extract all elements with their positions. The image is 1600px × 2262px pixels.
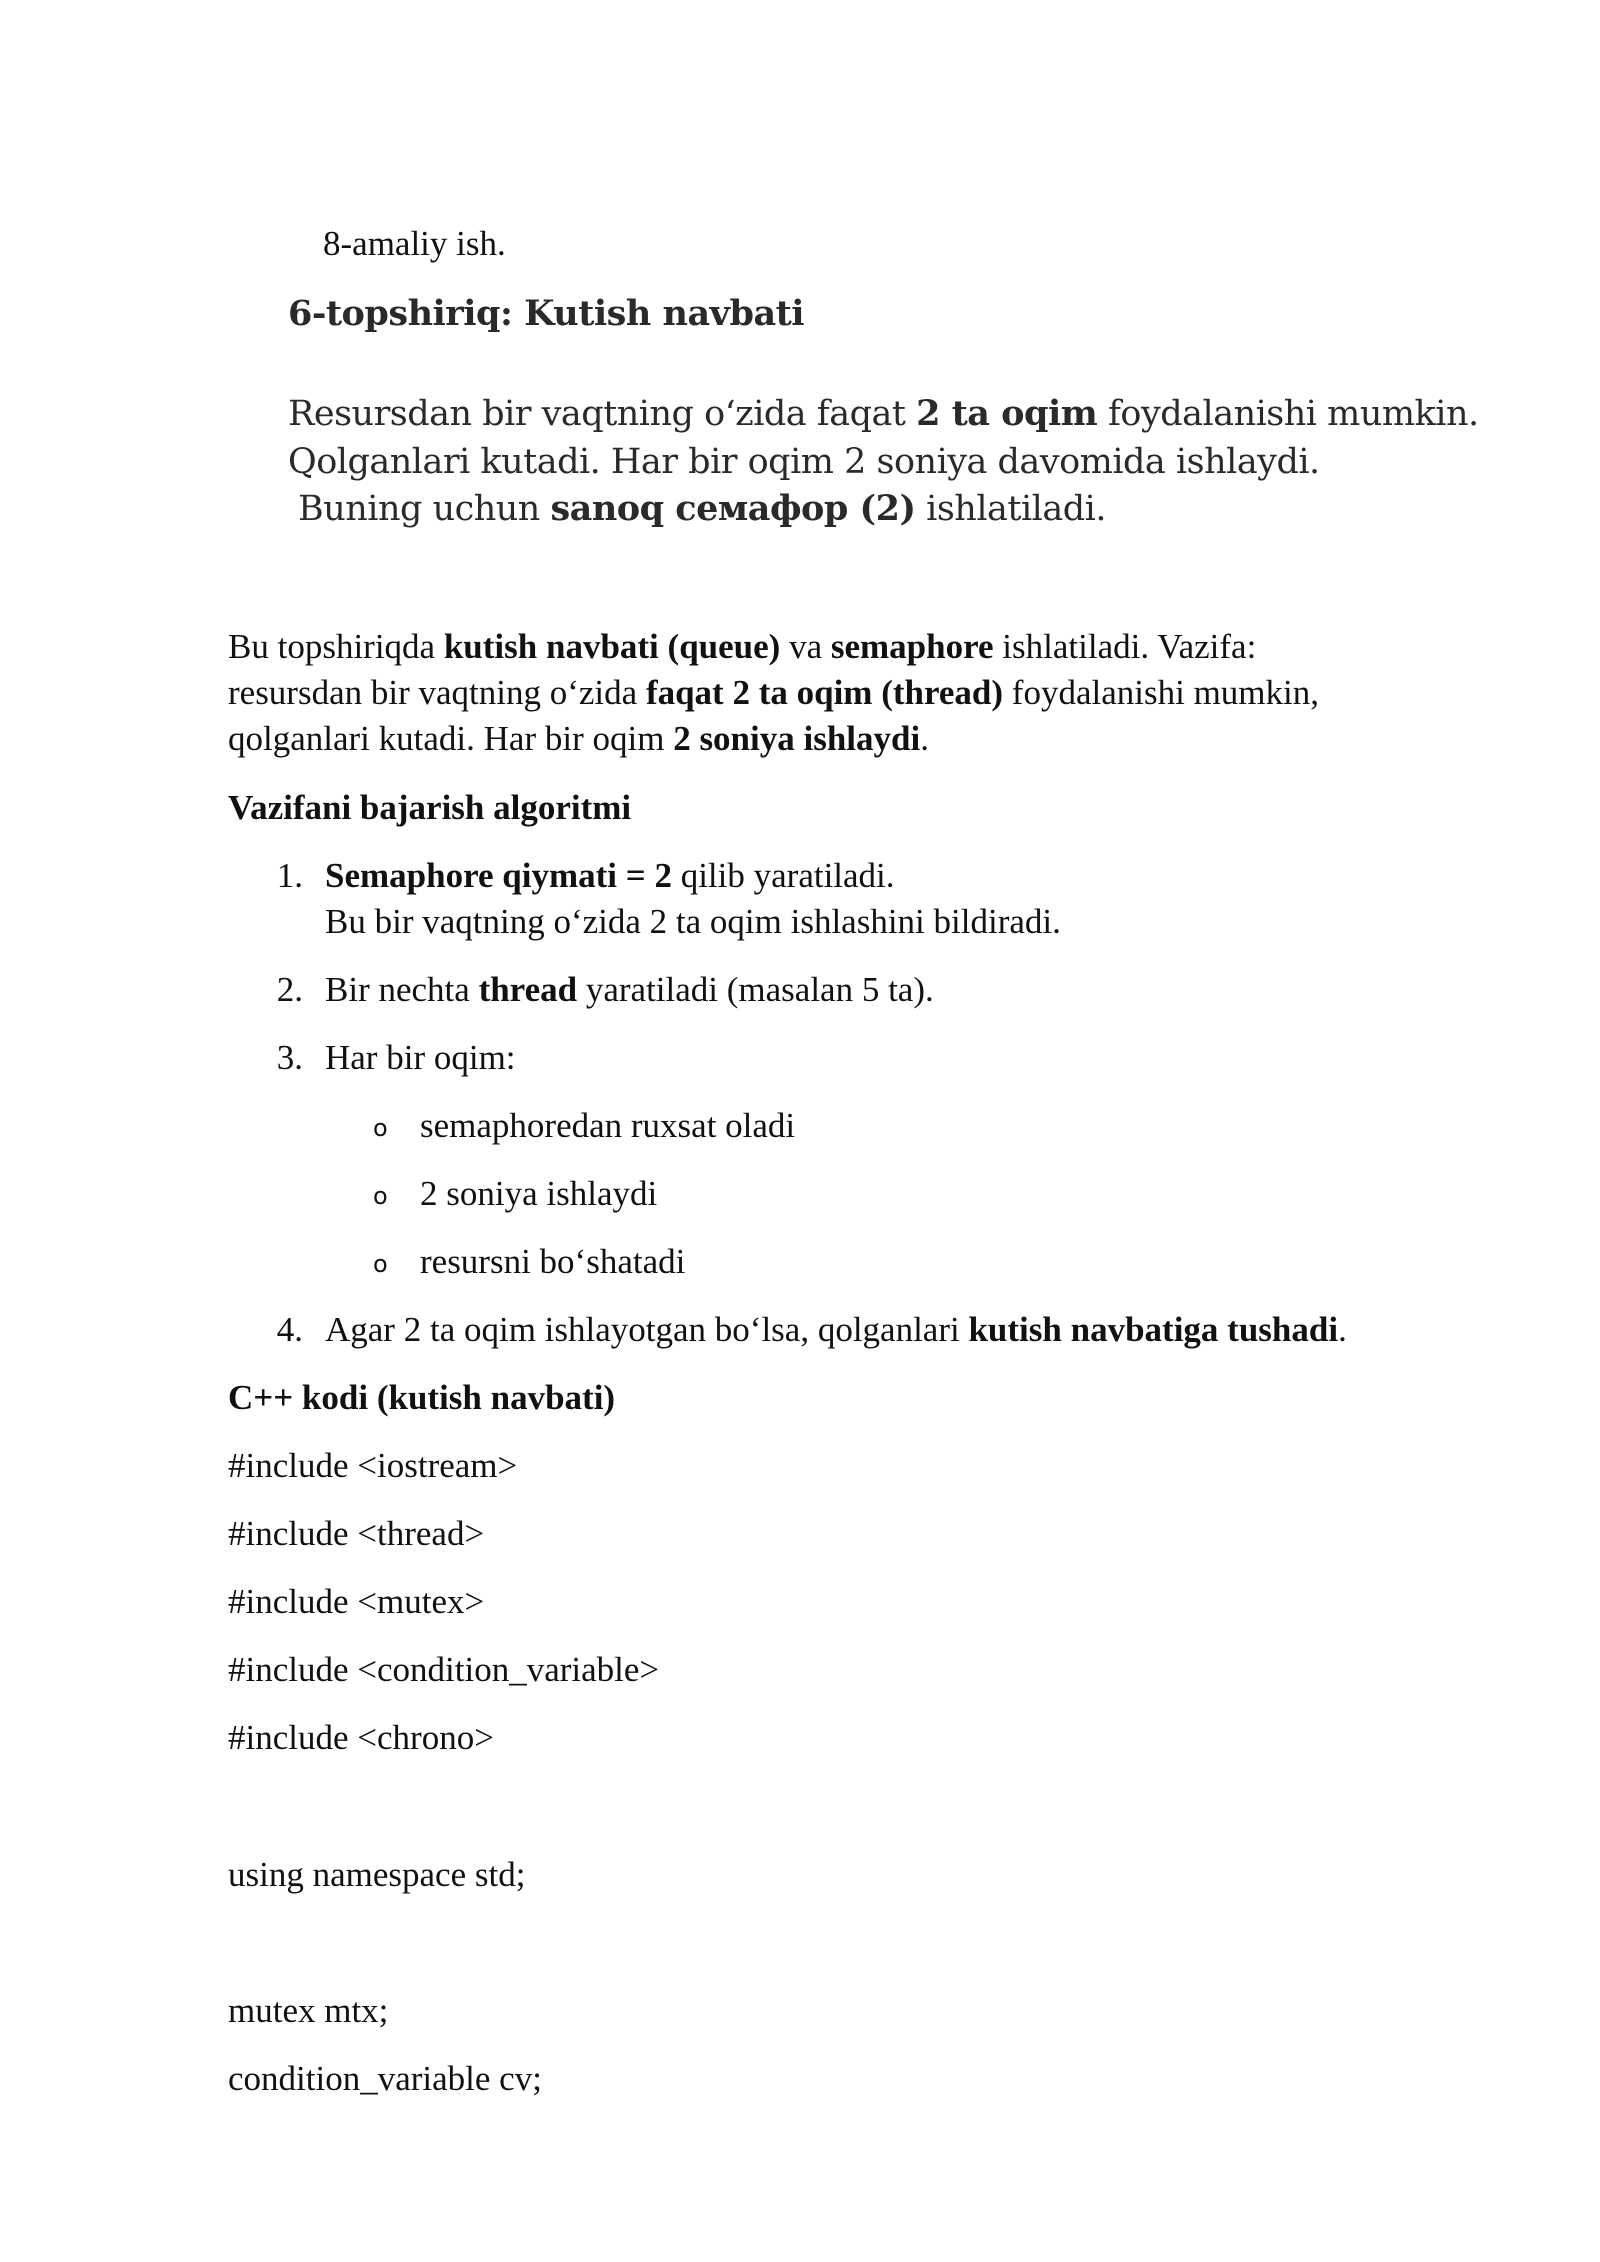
text-run: resursdan bir vaqtning o‘zida: [228, 673, 646, 712]
code-line: #include <condition_variable>: [228, 1650, 660, 1689]
text-run: qilib yaratiladi.: [671, 856, 895, 895]
bold-run: Semaphore qiymati = 2: [325, 856, 672, 895]
text-run: yaratiladi (masalan 5 ta).: [577, 970, 934, 1009]
code-line: #include <iostream>: [228, 1446, 518, 1485]
code-line: #include <chrono>: [228, 1718, 494, 1757]
text-run: foydalanishi mumkin.: [1097, 394, 1479, 434]
sub-bullet-marker: o: [373, 1182, 388, 1210]
sub-list-item: resursni bo‘shatadi: [420, 1242, 686, 1281]
algorithm-heading: Vazifani bajarish algoritmi: [228, 788, 632, 827]
task-statement-line-2: Qolganlari kutadi. Har bir oqim 2 soniya davomida ishlaydi.: [288, 442, 1320, 482]
code-line: #include <mutex>: [228, 1582, 485, 1621]
bold-run: kutish navbati (queue): [443, 627, 781, 666]
task-title: 6-topshiriq: Kutish navbati: [288, 293, 805, 334]
work-label: 8-amaliy ish.: [323, 224, 506, 263]
intro-line-3: [228, 717, 929, 761]
bold-run: faqat 2 ta oqim (thread): [645, 673, 1004, 712]
list-number: 3.: [276, 1038, 303, 1077]
text-run: .: [1338, 1310, 1347, 1349]
list-item-1-continuation: Bu bir vaqtning o‘zida 2 ta oqim ishlashini bildiradi.: [325, 902, 1061, 941]
sub-bullet-marker: o: [373, 1114, 388, 1142]
task-statement-line-1: [288, 392, 1479, 436]
list-item-4: [325, 1308, 1347, 1352]
bold-run: thread: [478, 970, 578, 1009]
task-statement-line-3: [298, 487, 1106, 531]
list-item-3: Har bir oqim:: [325, 1038, 516, 1077]
sub-list-item: 2 soniya ishlaydi: [420, 1174, 658, 1213]
code-line: condition_variable cv;: [228, 2059, 542, 2098]
code-line: #include <thread>: [228, 1514, 485, 1553]
code-line: using namespace std;: [228, 1855, 526, 1894]
text-run: Resursdan bir vaqtning o‘zida faqat: [288, 394, 917, 434]
list-number: 2.: [276, 970, 303, 1009]
intro-line-1: [228, 625, 1256, 669]
text-run: ishlatiladi.: [915, 489, 1106, 529]
bold-run: 2 ta oqim: [916, 393, 1098, 434]
intro-line-2: [228, 671, 1319, 715]
sub-bullet-marker: o: [373, 1250, 388, 1278]
bold-run: 2 soniya ishlaydi: [673, 719, 921, 758]
text-run: Bu topshiriqda: [228, 627, 444, 666]
text-run: ishlatiladi. Vazifa:: [993, 627, 1257, 666]
bold-run: semaphore: [830, 627, 994, 666]
text-run: Bir nechta: [325, 970, 479, 1009]
list-item-1: [325, 854, 895, 898]
bold-run: kutish navbatiga tushadi: [968, 1310, 1339, 1349]
list-item-2: [325, 968, 934, 1012]
text-run: .: [920, 719, 929, 758]
bold-run: sanoq семафор (2): [550, 488, 916, 529]
text-run: va: [780, 627, 831, 666]
text-run: qolganlari kutadi. Har bir oqim: [228, 719, 674, 758]
list-number: 4.: [276, 1310, 303, 1349]
code-heading: C++ kodi (kutish navbati): [228, 1378, 616, 1417]
list-number: 1.: [276, 856, 303, 895]
text-run: foydalanishi mumkin,: [1003, 673, 1319, 712]
text-run: Agar 2 ta oqim ishlayotgan bo‘lsa, qolganlari: [325, 1310, 969, 1349]
text-run: Buning uchun: [298, 489, 551, 529]
sub-list-item: semaphoredan ruxsat oladi: [420, 1106, 796, 1145]
code-line: mutex mtx;: [228, 1991, 389, 2030]
